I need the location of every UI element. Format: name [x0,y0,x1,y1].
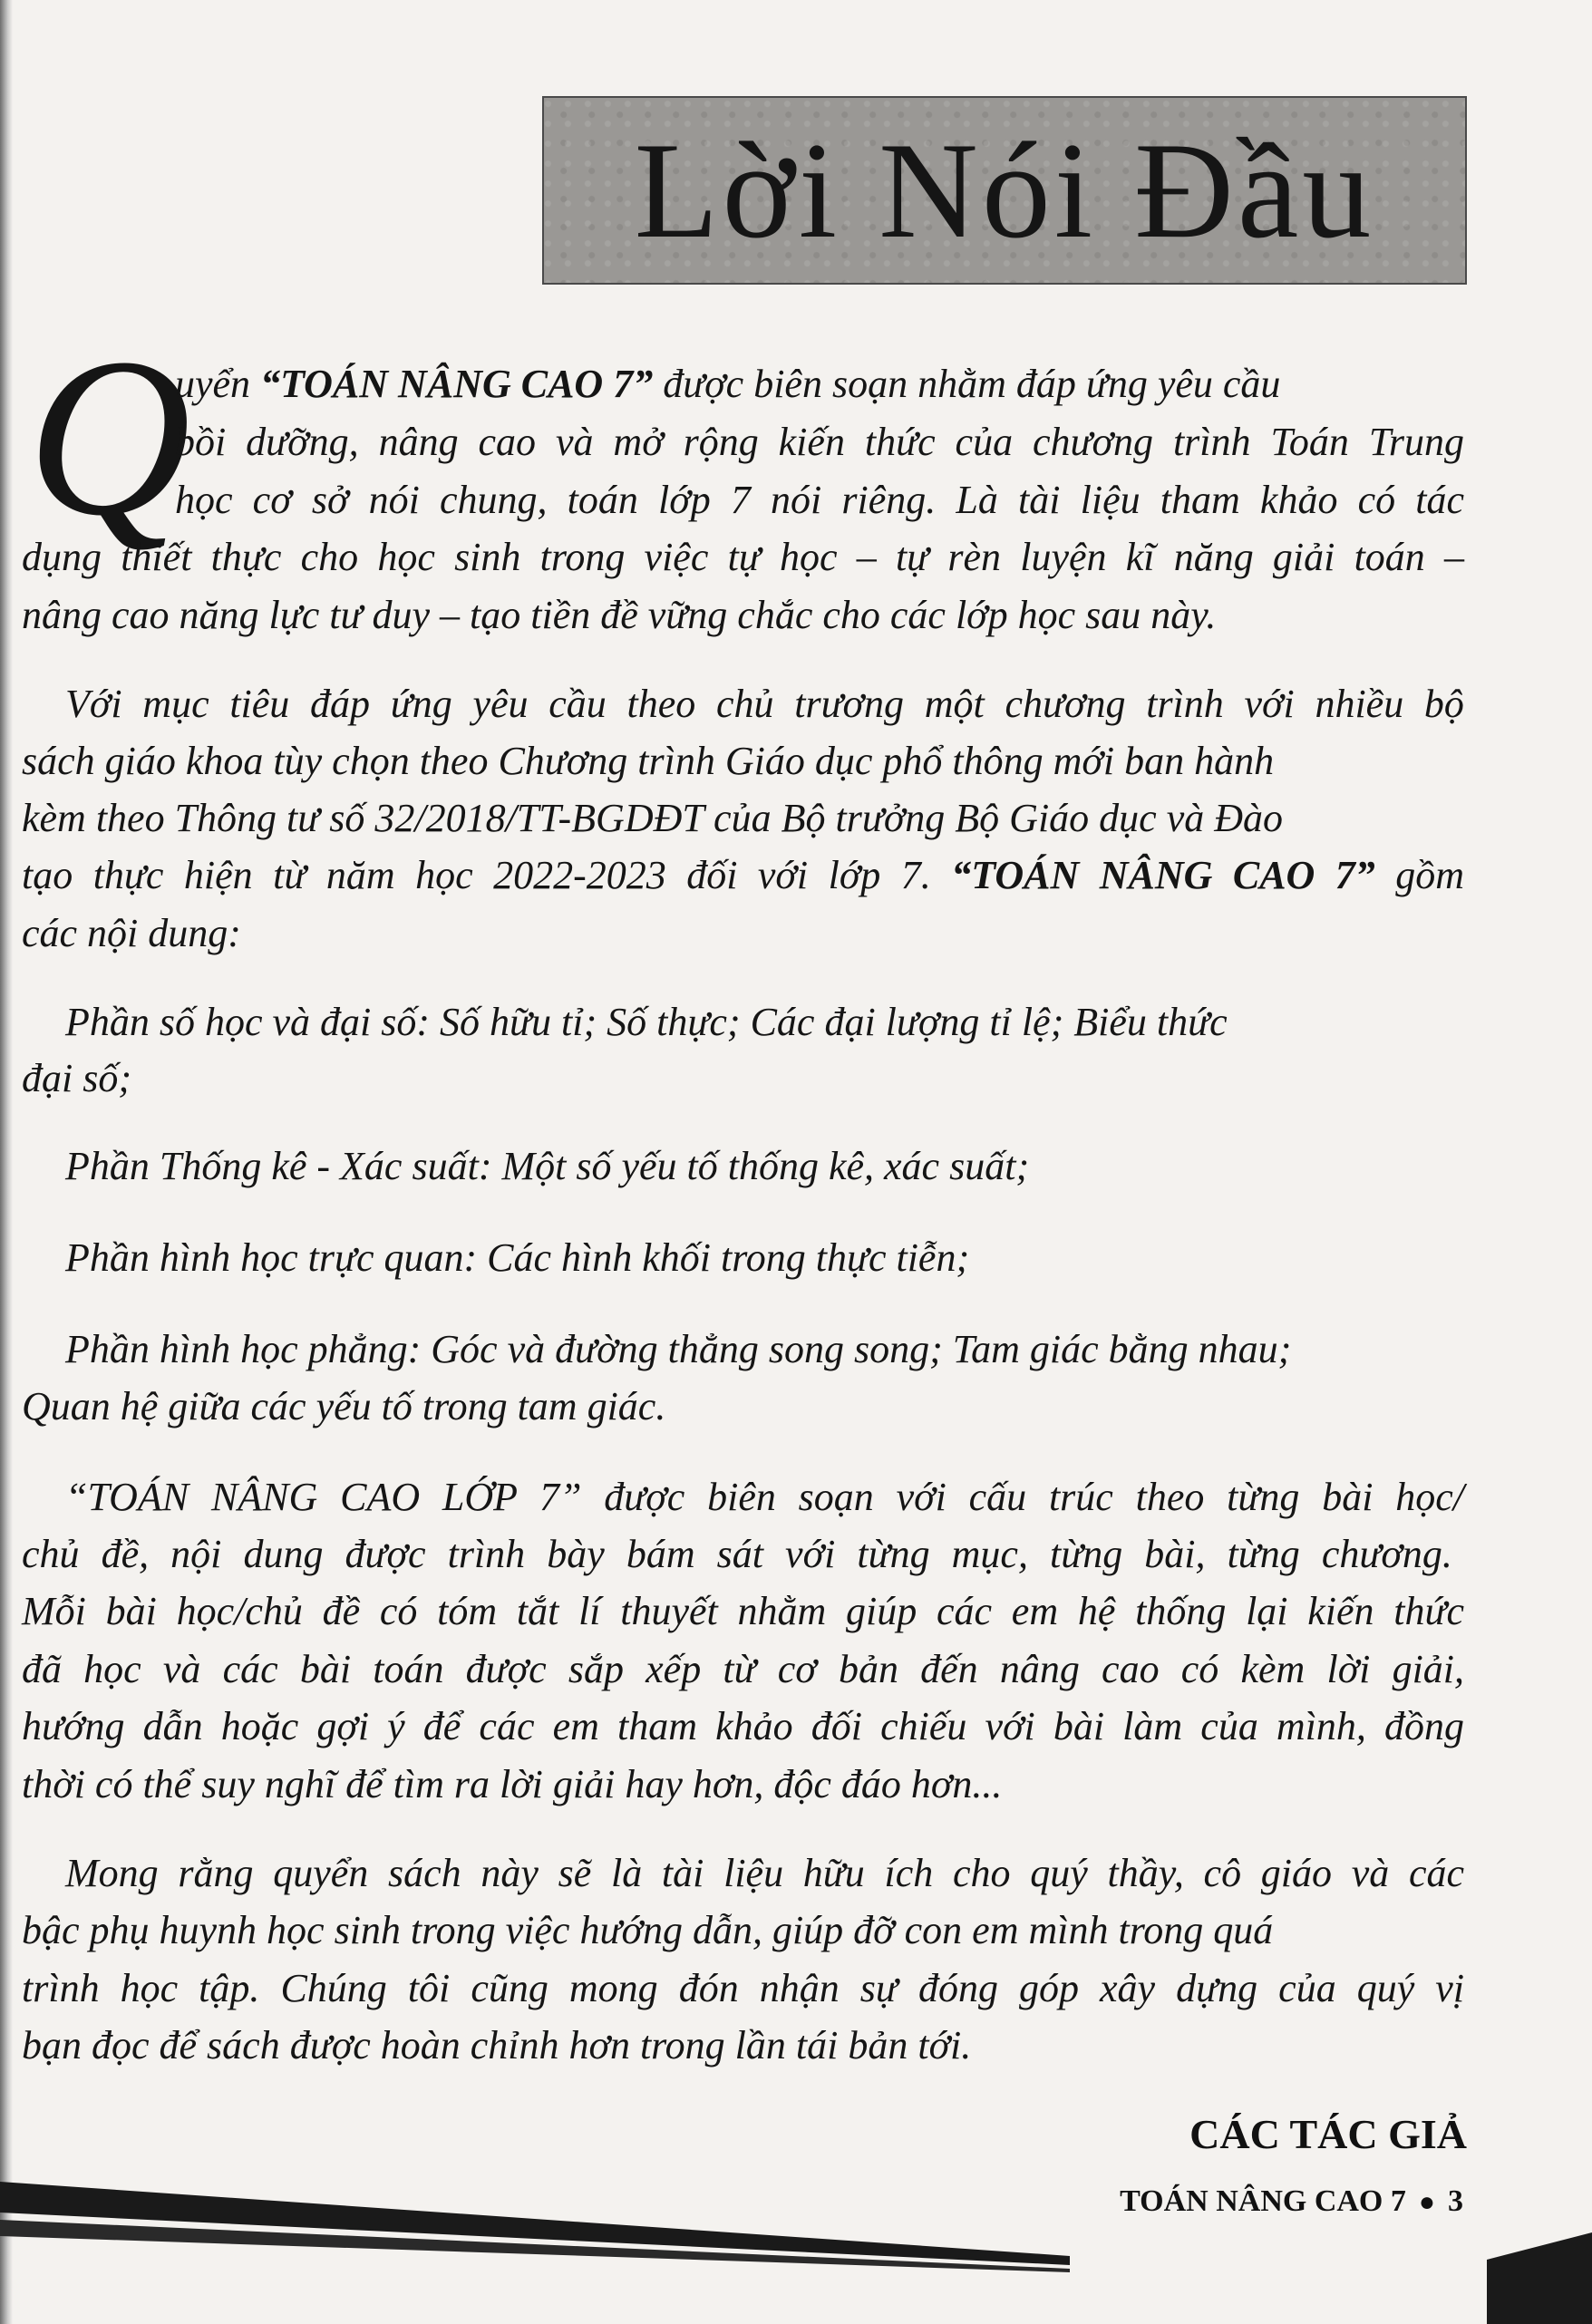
text-line [22,1704,1465,1748]
text-line [22,2023,972,2067]
text-run: Phần hình học trực quan: Các hình khối trong thực tiễn; [65,1235,970,1280]
text-line [65,1144,1030,1188]
drop-cap: Q [27,312,191,563]
text-run: nâng cao năng lực tư duy – tạo tiền đề vững chắc cho các lớp học sau này. [22,593,1217,637]
text-line [175,422,1464,462]
page-number: 3 [1448,2184,1463,2218]
text-line [22,796,1284,840]
text-run: Với mục tiêu đáp ứng yêu cầu theo chủ trương một chương trình với nhiều bộ [65,682,1464,726]
text-line [22,537,1464,577]
text-line [65,1851,1465,1895]
text-line [65,684,1464,724]
text-line [22,1908,1274,1952]
text-line [22,853,1465,897]
text-run: bạn đọc để sách được hoàn chỉnh hơn trong lần tái bản tới. [22,2023,972,2067]
text-run: uyển [175,362,261,406]
text-run: sách giáo khoa tùy chọn theo Chương trình Giáo dục phổ thông mới ban hành [22,739,1275,783]
text-run: các nội dung: [22,911,241,955]
footer-book-title: TOÁN NÂNG CAO 7 [1120,2184,1406,2218]
text-line [175,480,1464,520]
book-title-emphasis: “TOÁN NÂNG CAO 7” [260,362,654,406]
text-run: Quan hệ giữa các yếu tố trong tam giác. [22,1384,666,1428]
text-run: bồi dưỡng, nâng cao và mở rộng kiến thức của chương trình Toán Trung [175,420,1464,464]
text-run: gồm [1374,853,1465,897]
text-run: dụng thiết thực cho học sinh trong việc tự học – tự rèn luyện kĩ năng giải toán – [22,535,1465,579]
text-run: Phần Thống kê - Xác suất: Một số yếu tố thống kê, xác suất; [65,1144,1030,1188]
text-run: trình học tập. Chúng tôi cũng mong đón nhận sự đóng góp xây dựng của quý vị [22,1966,1465,2010]
text-run: chủ đề, nội dung được trình bày bám sát với từng mục, từng bài, từng chương. [22,1532,1452,1576]
text-run: đại số; [22,1056,131,1100]
text-line [22,911,241,955]
text-run: hướng dẫn hoặc gợi ý để các em tham khảo đối chiếu với bài làm của mình, đồng [22,1704,1465,1748]
title-banner [542,96,1467,285]
text-run: đã học và các bài toán được sắp xếp từ cơ bản đến nâng cao có kèm lời giải, [22,1647,1465,1691]
text-line [22,1056,131,1100]
text-run: bậc phụ huynh học sinh trong việc hướng dẫn, giúp đỡ con em mình trong quá [22,1908,1274,1952]
page-footer [1120,2184,1463,2219]
text-run: Mỗi bài học/chủ đề có tóm tắt lí thuyết nhằm giúp các em hệ thống lại kiến thức [22,1589,1465,1633]
text-line [22,593,1217,637]
text-line [65,1327,1292,1371]
text-line [22,1762,1003,1806]
text-line [175,364,1280,404]
text-run: Phần hình học phẳng: Góc và đường thẳng song song; Tam giác bằng nhau; [65,1327,1292,1371]
text-run: được biên soạn nhằm đáp ứng yêu cầu [653,362,1281,406]
text-run: Phần số học và đại số: Số hữu tỉ; Số thực; Các đại lượng tỉ lệ; Biểu thức [65,1000,1228,1044]
text-run: “TOÁN NÂNG CAO LỚP 7” được biên soạn với cấu trúc theo từng bài học/ [65,1475,1464,1519]
text-line [65,1002,1228,1042]
text-run: Mong rằng quyển sách này sẽ là tài liệu hữu ích cho quý thầy, cô giáo và các [65,1851,1465,1895]
text-run: học cơ sở nói chung, toán lớp 7 nói riêng. Là tài liệu tham khảo có tác [175,478,1465,522]
page-edge-shadow [0,0,13,2324]
text-run: kèm theo Thông tư số 32/2018/TT-BGDĐT của Bộ trưởng Bộ Giáo dục và Đào [22,796,1284,840]
text-line [22,1647,1465,1691]
text-run: tạo thực hiện từ năm học 2022-2023 đối với lớp 7. [22,853,952,897]
page-title: Lời Nói Đầu [634,114,1375,266]
text-line [22,1966,1465,2010]
text-line [65,1235,970,1280]
footer-bullet: ● [1418,2187,1435,2217]
text-line [22,1589,1465,1633]
text-line [22,1384,666,1428]
text-line [22,1532,1452,1576]
text-line [22,741,1274,781]
text-line [65,1477,1464,1517]
text-run: thời có thể suy nghĩ để tìm ra lời giải hay hơn, độc đáo hơn... [22,1762,1003,1806]
book-title-emphasis: “TOÁN NÂNG CAO 7” [951,853,1375,897]
signature: CÁC TÁC GIẢ [1189,2111,1467,2157]
